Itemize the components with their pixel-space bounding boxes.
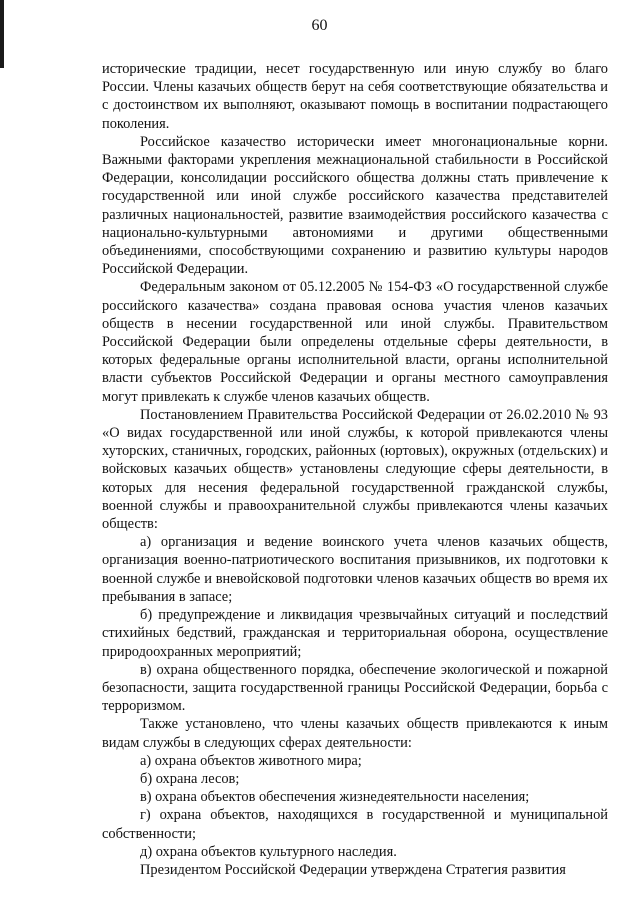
service-item-d: г) охрана объектов, находящихся в государственной и муниципальной собственности; [102,807,608,842]
service-item-e: д) охрана объектов культурного наследия. [140,843,397,860]
list-item-b: б) предупреждение и ликвидация чрезвычайных ситуаций и последствий стихийных бедствий, гражданская и территориальная оборона, осуществление природоохранных мероприятий; [102,607,608,660]
paragraph-strategy: Президентом Российской Федерации утверждена Стратегия развития [140,861,566,878]
list-item-c: в) охрана общественного порядка, обеспечение экологической и пожарной безопасности, защита государственной границы Российской Федерации, борьба с терроризмом. [102,661,608,715]
paragraph-federal-law: Федеральным законом от 05.12.2005 № 154-ФЗ «О государственной службе российского казачества» создана правовая основа участия членов казачьих обществ в несении государственной или иной службы. Правительством Российской Федерации были определены отдельные сферы деятельности, в которых федеральные органы исполнительной власти, органы исполнительной власти субъектов Российской Федерации и органы местного самоуправления могут привлекать к службе членов казачьих обществ. [102,279,608,405]
paragraph-government-decree: Постановлением Правительства Российской Федерации от 26.02.2010 № 93 «О видах государственной или иной службы, к которой привлекаются члены хуторских, станичных, городских, районных (юртовых), окружных (отдельских) и войсковых казачьих обществ» установлены следующие сферы деятельности, в которых для несения федеральной государственной гражданской службы, военной службы и правоохранительной службы привлекаются члены казачьих обществ: [102,406,608,533]
service-item-b: б) охрана лесов; [140,770,240,787]
service-item-c: в) охрана объектов обеспечения жизнедеятельности населения; [140,789,530,806]
paragraph-multinational-roots: Российское казачество исторически имеет многонациональные корни. Важными факторами укрепления межнациональной стабильности в Российской Федерации, консолидации российского общества должны стать привлечение к государственной или иной службе российского казачества представителей различных национальностей, развитие взаимодействия российского казачества с национально-культурными автономиями и другими общественными объединениями, способствующими сохранению и развитию культуры народов Российской Федерации. [102,133,608,278]
list-item-a: а) организация и ведение воинского учета членов казачьих обществ, организация военно-патриотического воспитания призывников, их подготовки к военной службе и вневойсковой подготовки членов казачьих обществ во время их пребывания в запасе; [102,534,608,605]
body-text [102,60,608,879]
paragraph-continuation: исторические традиции, несет государственную или иную службу во благо России. Члены казачьих обществ берут на себя соответствующие обязательства и с достоинством их выполняют, оказывают помощь в воспитании подрастающего поколения. [102,61,608,132]
paragraph-other-services: Также установлено, что члены казачьих обществ привлекаются к иным видам службы в следующих сферах деятельности: [102,716,608,751]
page-number: 60 [311,17,328,34]
service-item-a: а) охрана объектов животного мира; [140,752,362,769]
